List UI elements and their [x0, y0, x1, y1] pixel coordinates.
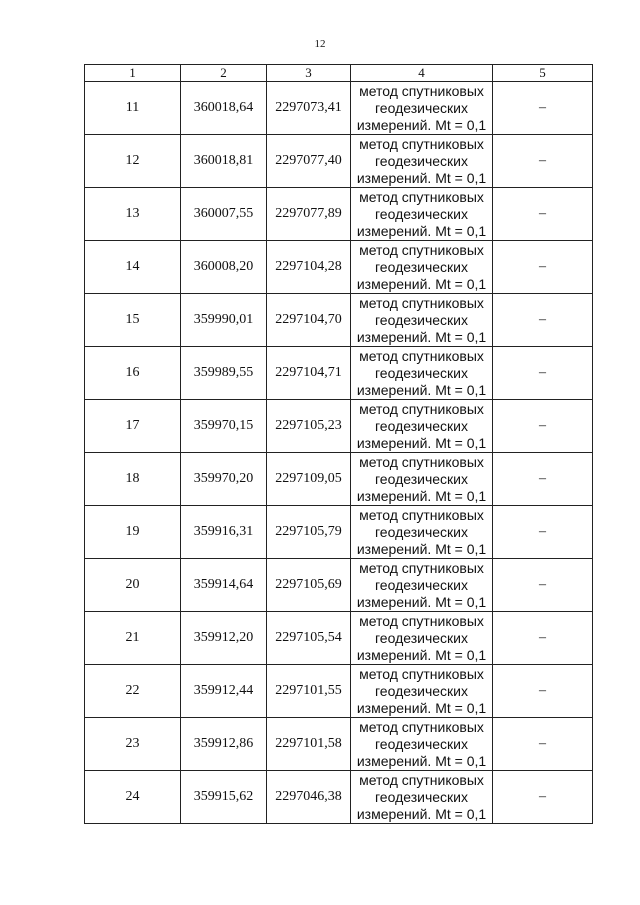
point-number-cell: 23 — [85, 718, 181, 771]
method-cell: метод спутниковых геодезических измерений. Mt = 0,1 — [351, 347, 493, 400]
table-body — [85, 82, 593, 824]
header-col-4: 4 — [351, 65, 493, 82]
coordinate-y-cell: 2297101,58 — [267, 718, 351, 771]
coordinate-x-cell: 359912,86 — [181, 718, 267, 771]
note-cell: – — [493, 665, 593, 718]
method-cell: метод спутниковых геодезических измерений. Mt = 0,1 — [351, 294, 493, 347]
note-cell: – — [493, 506, 593, 559]
coordinate-x-cell: 360018,64 — [181, 82, 267, 135]
note-cell: – — [493, 559, 593, 612]
point-number-cell: 13 — [85, 188, 181, 241]
point-number-cell: 11 — [85, 82, 181, 135]
point-number-cell: 18 — [85, 453, 181, 506]
coordinate-x-cell: 359914,64 — [181, 559, 267, 612]
coordinate-y-cell: 2297105,69 — [267, 559, 351, 612]
page-number: 12 — [314, 38, 326, 50]
table-row — [85, 771, 593, 824]
table-row — [85, 294, 593, 347]
point-number-cell: 16 — [85, 347, 181, 400]
table-row — [85, 82, 593, 135]
note-cell: – — [493, 82, 593, 135]
coordinate-x-cell: 359916,31 — [181, 506, 267, 559]
coordinate-y-cell: 2297073,41 — [267, 82, 351, 135]
table-row — [85, 347, 593, 400]
method-cell: метод спутниковых геодезических измерений. Mt = 0,1 — [351, 506, 493, 559]
table-row — [85, 718, 593, 771]
coordinate-x-cell: 359912,20 — [181, 612, 267, 665]
point-number-cell: 24 — [85, 771, 181, 824]
coordinate-x-cell: 359990,01 — [181, 294, 267, 347]
point-number-cell: 22 — [85, 665, 181, 718]
coordinates-table — [84, 64, 593, 824]
table-row — [85, 135, 593, 188]
coordinate-y-cell: 2297105,54 — [267, 612, 351, 665]
table-row — [85, 400, 593, 453]
coordinate-x-cell: 360007,55 — [181, 188, 267, 241]
method-cell: метод спутниковых геодезических измерений. Mt = 0,1 — [351, 665, 493, 718]
note-cell: – — [493, 347, 593, 400]
coordinate-x-cell: 360018,81 — [181, 135, 267, 188]
coordinate-y-cell: 2297109,05 — [267, 453, 351, 506]
method-cell: метод спутниковых геодезических измерений. Mt = 0,1 — [351, 188, 493, 241]
header-col-1: 1 — [85, 65, 181, 82]
coordinate-x-cell: 359912,44 — [181, 665, 267, 718]
coordinate-y-cell: 2297104,71 — [267, 347, 351, 400]
point-number-cell: 19 — [85, 506, 181, 559]
point-number-cell: 20 — [85, 559, 181, 612]
table-header-row — [85, 65, 593, 82]
method-cell: метод спутниковых геодезических измерений. Mt = 0,1 — [351, 135, 493, 188]
method-cell: метод спутниковых геодезических измерений. Mt = 0,1 — [351, 559, 493, 612]
point-number-cell: 21 — [85, 612, 181, 665]
table-row — [85, 241, 593, 294]
method-cell: метод спутниковых геодезических измерений. Mt = 0,1 — [351, 718, 493, 771]
method-cell: метод спутниковых геодезических измерений. Mt = 0,1 — [351, 400, 493, 453]
coordinate-x-cell: 359915,62 — [181, 771, 267, 824]
coordinate-y-cell: 2297077,40 — [267, 135, 351, 188]
point-number-cell: 17 — [85, 400, 181, 453]
coordinate-x-cell: 359970,15 — [181, 400, 267, 453]
note-cell: – — [493, 135, 593, 188]
note-cell: – — [493, 400, 593, 453]
table-row — [85, 559, 593, 612]
note-cell: – — [493, 771, 593, 824]
note-cell: – — [493, 241, 593, 294]
note-cell: – — [493, 453, 593, 506]
coordinate-y-cell: 2297101,55 — [267, 665, 351, 718]
table-row — [85, 188, 593, 241]
coordinate-x-cell: 359989,55 — [181, 347, 267, 400]
table-row — [85, 612, 593, 665]
method-cell: метод спутниковых геодезических измерений. Mt = 0,1 — [351, 453, 493, 506]
point-number-cell: 14 — [85, 241, 181, 294]
method-cell: метод спутниковых геодезических измерений. Mt = 0,1 — [351, 241, 493, 294]
method-cell: метод спутниковых геодезических измерений. Mt = 0,1 — [351, 612, 493, 665]
note-cell: – — [493, 718, 593, 771]
coordinate-y-cell: 2297046,38 — [267, 771, 351, 824]
coordinate-y-cell: 2297077,89 — [267, 188, 351, 241]
table-row — [85, 665, 593, 718]
coordinate-y-cell: 2297105,79 — [267, 506, 351, 559]
header-col-3: 3 — [267, 65, 351, 82]
note-cell: – — [493, 612, 593, 665]
header-col-5: 5 — [493, 65, 593, 82]
point-number-cell: 15 — [85, 294, 181, 347]
coordinate-y-cell: 2297105,23 — [267, 400, 351, 453]
note-cell: – — [493, 188, 593, 241]
table-row — [85, 453, 593, 506]
note-cell: – — [493, 294, 593, 347]
coordinate-y-cell: 2297104,70 — [267, 294, 351, 347]
table-row — [85, 506, 593, 559]
coordinate-x-cell: 360008,20 — [181, 241, 267, 294]
method-cell: метод спутниковых геодезических измерений. Mt = 0,1 — [351, 771, 493, 824]
method-cell: метод спутниковых геодезических измерений. Mt = 0,1 — [351, 82, 493, 135]
point-number-cell: 12 — [85, 135, 181, 188]
header-col-2: 2 — [181, 65, 267, 82]
coordinate-y-cell: 2297104,28 — [267, 241, 351, 294]
coordinate-x-cell: 359970,20 — [181, 453, 267, 506]
